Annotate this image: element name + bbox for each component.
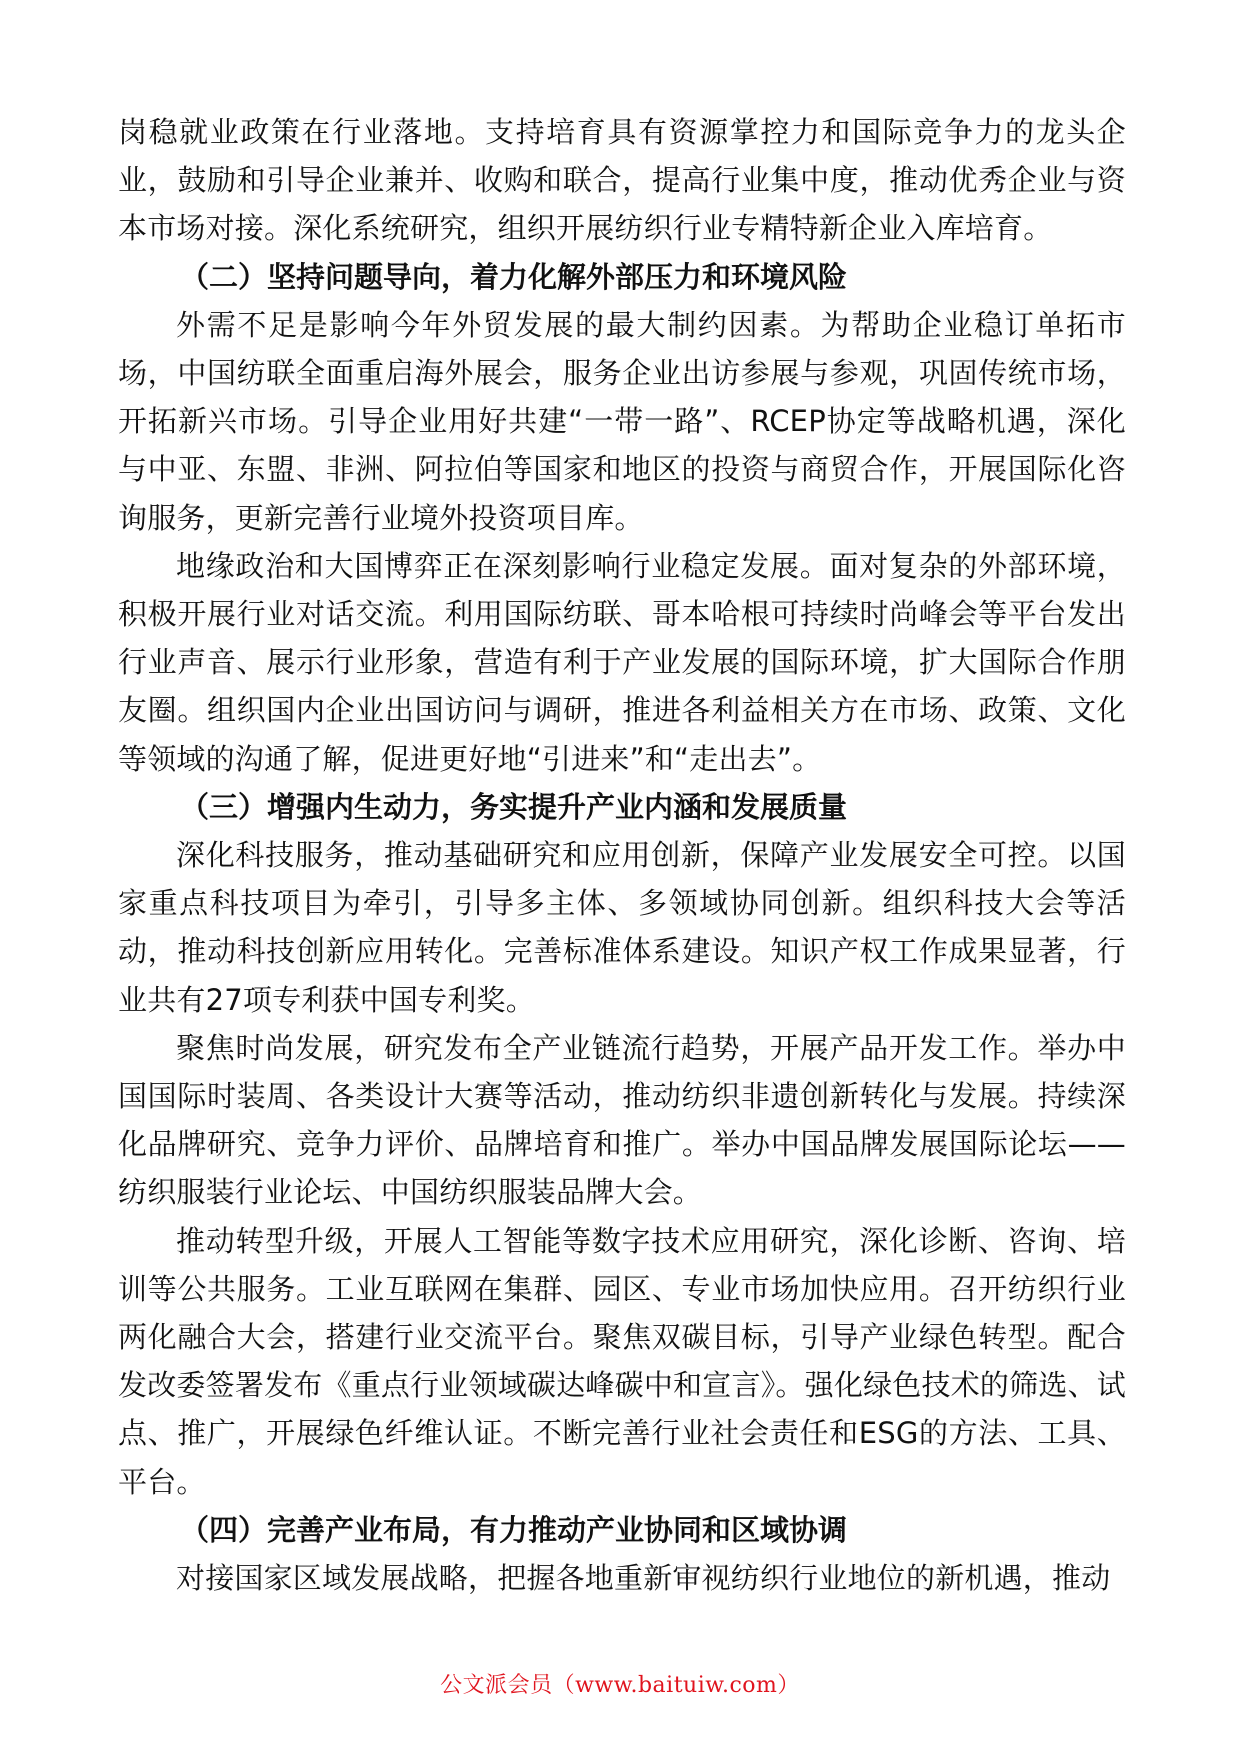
paragraph-7: 对接国家区域发展战略，把握各地重新审视纺织行业地位的新机遇，推动 xyxy=(176,1561,1111,1596)
paragraph-2: 外需不足是影响今年外贸发展的最大制约因素。为帮助企业稳订单拓市场，中国纺联全面重启海外展会，服务企业出访参展与参观，巩固传统市场，开拓新兴市场。引导企业用好共建“一带一路”、RCEP协定等战略机遇，深化与中亚、东盟、非洲、阿拉伯等国家和地区的投资与商贸合作，开展国际化咨询服务，更新完善行业境外投资项目库。 xyxy=(118,307,1126,535)
paragraph-3: 地缘政治和大国博弈正在深刻影响行业稳定发展。面对复杂的外部环境，积极开展行业对话交流。利用国际纺联、哥本哈根可持续时尚峰会等平台发出行业声音、展示行业形象，营造有利于产业发展的国际环境，扩大国际合作朋友圈。组织国内企业出国访问与调研，推进各利益相关方在市场、政策、文化等领域的沟通了解，促进更好地“引进来”和“走出去”。 xyxy=(118,548,1126,776)
section-heading-2: （二）坚持问题导向，着力化解外部压力和环境风险 xyxy=(180,259,848,294)
section-heading-4: （四）完善产业布局，有力推动产业协同和区域协调 xyxy=(180,1512,848,1547)
document-body xyxy=(118,108,1126,1602)
paragraph-5: 聚焦时尚发展，研究发布全产业链流行趋势，开展产品开发工作。举办中国国际时装周、各类设计大赛等活动，推动纺织非遗创新转化与发展。持续深化品牌研究、竞争力评价、品牌培育和推广。举办中国品牌发展国际论坛——纺织服装行业论坛、中国纺织服装品牌大会。 xyxy=(118,1030,1126,1210)
footer-watermark[interactable]: 公文派会员（www.baituiw.com） xyxy=(440,1673,800,1698)
paragraph-4: 深化科技服务，推动基础研究和应用创新，保障产业发展安全可控。以国家重点科技项目为牵引，引导多主体、多领域协同创新。组织科技大会等活动，推动科技创新应用转化。完善标准体系建设。知识产权工作成果显著，行业共有27项专利获中国专利奖。 xyxy=(118,838,1126,1017)
paragraph-1: 岗稳就业政策在行业落地。支持培育具有资源掌控力和国际竞争力的龙头企业，鼓励和引导企业兼并、收购和联合，提高行业集中度，推动优秀企业与资本市场对接。深化系统研究，组织开展纺织行业专精特新企业入库培育。 xyxy=(118,115,1126,246)
section-heading-3: （三）增强内生动力，务实提升产业内涵和发展质量 xyxy=(180,789,848,824)
paragraph-6: 推动转型升级，开展人工智能等数字技术应用研究，深化诊断、咨询、培训等公共服务。工业互联网在集群、园区、专业市场加快应用。召开纺织行业两化融合大会，搭建行业交流平台。聚焦双碳目标，引导产业绿色转型。配合发改委签署发布《重点行业领域碳达峰碳中和宣言》。强化绿色技术的筛选、试点、推广，开展绿色纤维认证。不断完善行业社会责任和ESG的方法、工具、平台。 xyxy=(118,1223,1126,1499)
